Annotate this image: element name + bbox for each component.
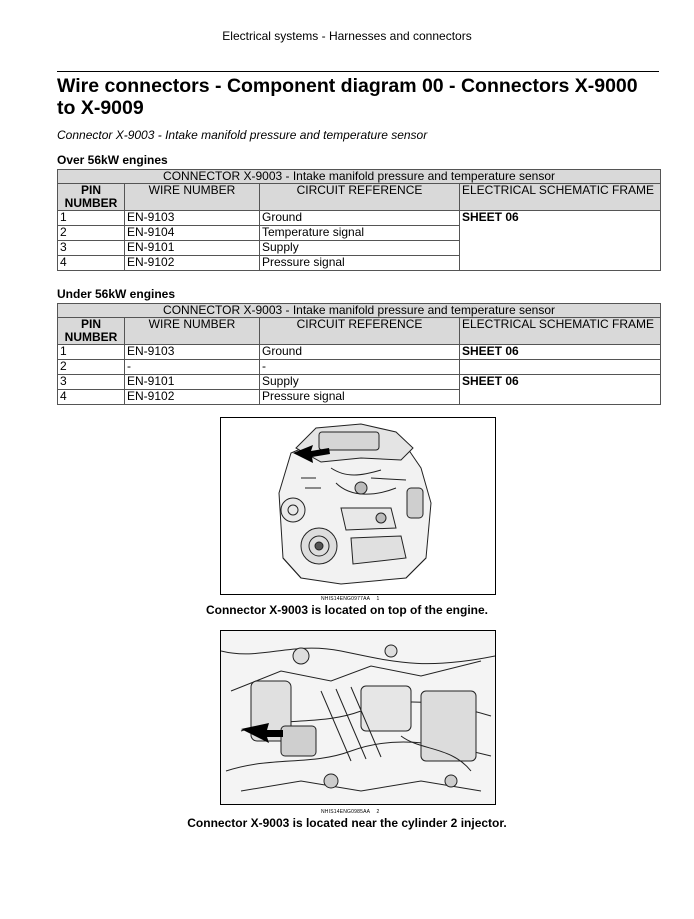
col-schematic-frame: ELECTRICAL SCHEMATIC FRAME [460,184,661,211]
connector-table-over-56kw [57,169,661,271]
circuit-cell: - [260,360,460,375]
section-subtitle [57,128,427,142]
table-row [58,375,661,390]
table-caption: CONNECTOR X-9003 - Intake manifold pressure and temperature sensor [58,304,661,318]
pin-cell: 4 [58,390,125,405]
running-header: Electrical systems - Harnesses and connectors [222,29,472,43]
frame-cell: SHEET 06 [460,345,661,360]
wire-cell: EN-9103 [125,345,260,360]
pin-cell: 2 [58,360,125,375]
col-pin-number: PIN NUMBER [58,184,125,211]
header-rule [57,71,659,72]
figure-1-caption: Connector X-9003 is located on top of the engine. [205,603,489,617]
pin-cell: 2 [58,226,125,241]
table-row [58,360,661,375]
connector-description: - Intake manifold pressure and temperature sensor [154,128,428,142]
pin-cell: 3 [58,241,125,256]
frame-cell [460,360,661,375]
engine-figure-1 [220,417,496,602]
figure-code: NHIS14ENG0977AA 1 [321,596,380,602]
col-wire-number: WIRE NUMBER [125,184,260,211]
circuit-cell: Ground [260,345,460,360]
circuit-cell: Supply [260,375,460,390]
connector-table-under-56kw [57,303,661,405]
injector-closeup-illustration [221,631,495,804]
circuit-cell: Supply [260,241,460,256]
table-row [58,211,661,226]
col-pin-number: PIN NUMBER [58,318,125,345]
wire-cell: - [125,360,260,375]
wire-cell: EN-9102 [125,256,260,271]
wire-cell: EN-9104 [125,226,260,241]
pin-cell: 4 [58,256,125,271]
pin-cell: 1 [58,211,125,226]
circuit-cell: Pressure signal [260,256,460,271]
table-caption: CONNECTOR X-9003 - Intake manifold pressure and temperature sensor [58,170,661,184]
wire-cell: EN-9101 [125,375,260,390]
engine-illustration [221,418,495,594]
connector-id: Connector X-9003 [57,128,155,142]
table-row [58,345,661,360]
col-circuit-reference: CIRCUIT REFERENCE [260,318,460,345]
table-2-label: Under 56kW engines [57,287,176,301]
col-circuit-reference: CIRCUIT REFERENCE [260,184,460,211]
frame-cell: SHEET 06 [460,375,661,405]
wire-cell: EN-9103 [125,211,260,226]
pin-cell: 1 [58,345,125,360]
wire-cell: EN-9102 [125,390,260,405]
figure-2-caption: Connector X-9003 is located near the cylinder 2 injector. [187,816,507,830]
wire-cell: EN-9101 [125,241,260,256]
figure-code: NHIS14ENG0985AA 2 [321,809,380,815]
circuit-cell: Pressure signal [260,390,460,405]
col-schematic-frame: ELECTRICAL SCHEMATIC FRAME [460,318,661,345]
page-title: Wire connectors - Component diagram 00 - Connectors X-9000 to X-9009 [57,75,638,119]
col-wire-number: WIRE NUMBER [125,318,260,345]
frame-cell: SHEET 06 [460,211,661,271]
table-1-label: Over 56kW engines [57,153,168,167]
engine-figure-2 [220,630,496,815]
pin-cell: 3 [58,375,125,390]
circuit-cell: Temperature signal [260,226,460,241]
circuit-cell: Ground [260,211,460,226]
